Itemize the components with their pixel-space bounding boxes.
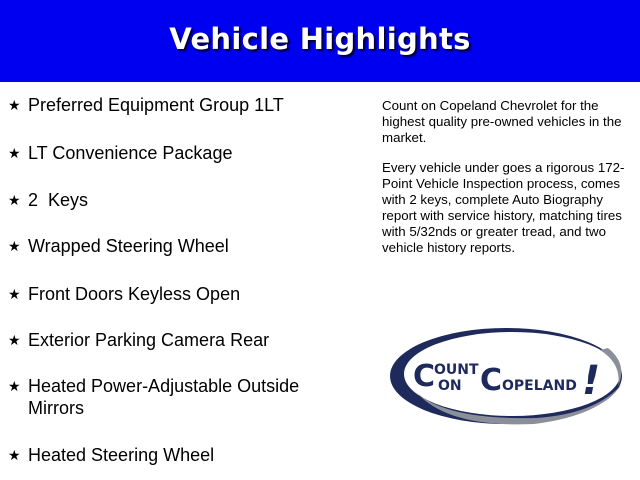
star-icon: ★: [8, 332, 21, 348]
dealer-info: [382, 98, 632, 270]
list-item: [8, 142, 348, 164]
star-icon: ★: [8, 238, 21, 254]
star-icon: ★: [8, 447, 21, 463]
feature-label: LT Convenience Package: [28, 143, 233, 163]
feature-label: Wrapped Steering Wheel: [28, 236, 229, 256]
list-item: [8, 375, 328, 419]
copeland-logo: [386, 320, 630, 432]
header-banner: [0, 0, 640, 82]
list-item: [8, 283, 348, 305]
svg-text:C: C: [413, 359, 436, 394]
feature-label: 2 Keys: [28, 190, 89, 210]
feature-label: Exterior Parking Camera Rear: [28, 330, 270, 350]
feature-label: Heated Steering Wheel: [28, 445, 215, 465]
list-item: [8, 444, 348, 466]
star-icon: ★: [8, 145, 21, 161]
svg-text:OUNT: OUNT: [434, 362, 479, 378]
list-item: [8, 189, 348, 211]
star-icon: ★: [8, 192, 21, 208]
svg-text:ON: ON: [438, 378, 462, 394]
star-icon: ★: [8, 378, 21, 394]
svg-text:!: !: [582, 358, 601, 404]
feature-label: Preferred Equipment Group 1LT: [28, 95, 284, 115]
star-icon: ★: [8, 286, 21, 302]
info-paragraph: Count on Copeland Chevrolet for the highest quality pre-owned vehicles in the market.: [382, 98, 622, 145]
list-item: [8, 329, 348, 351]
feature-label: Heated Power-Adjustable Outside Mirrors: [28, 376, 300, 418]
feature-label: Front Doors Keyless Open: [28, 284, 241, 304]
star-icon: ★: [8, 97, 21, 113]
list-item: [8, 94, 348, 116]
page-title: Vehicle Highlights: [169, 22, 471, 56]
info-paragraph: Every vehicle under goes a rigorous 172-Point Vehicle Inspection process, comes with 2 keys, complete Auto Biography report with service history, matching tires with 5/32nds or greater tread, and two vehicle history reports.: [382, 160, 625, 255]
svg-text:C: C: [480, 363, 503, 398]
list-item: [8, 235, 348, 257]
svg-text:OPELAND: OPELAND: [502, 378, 577, 394]
